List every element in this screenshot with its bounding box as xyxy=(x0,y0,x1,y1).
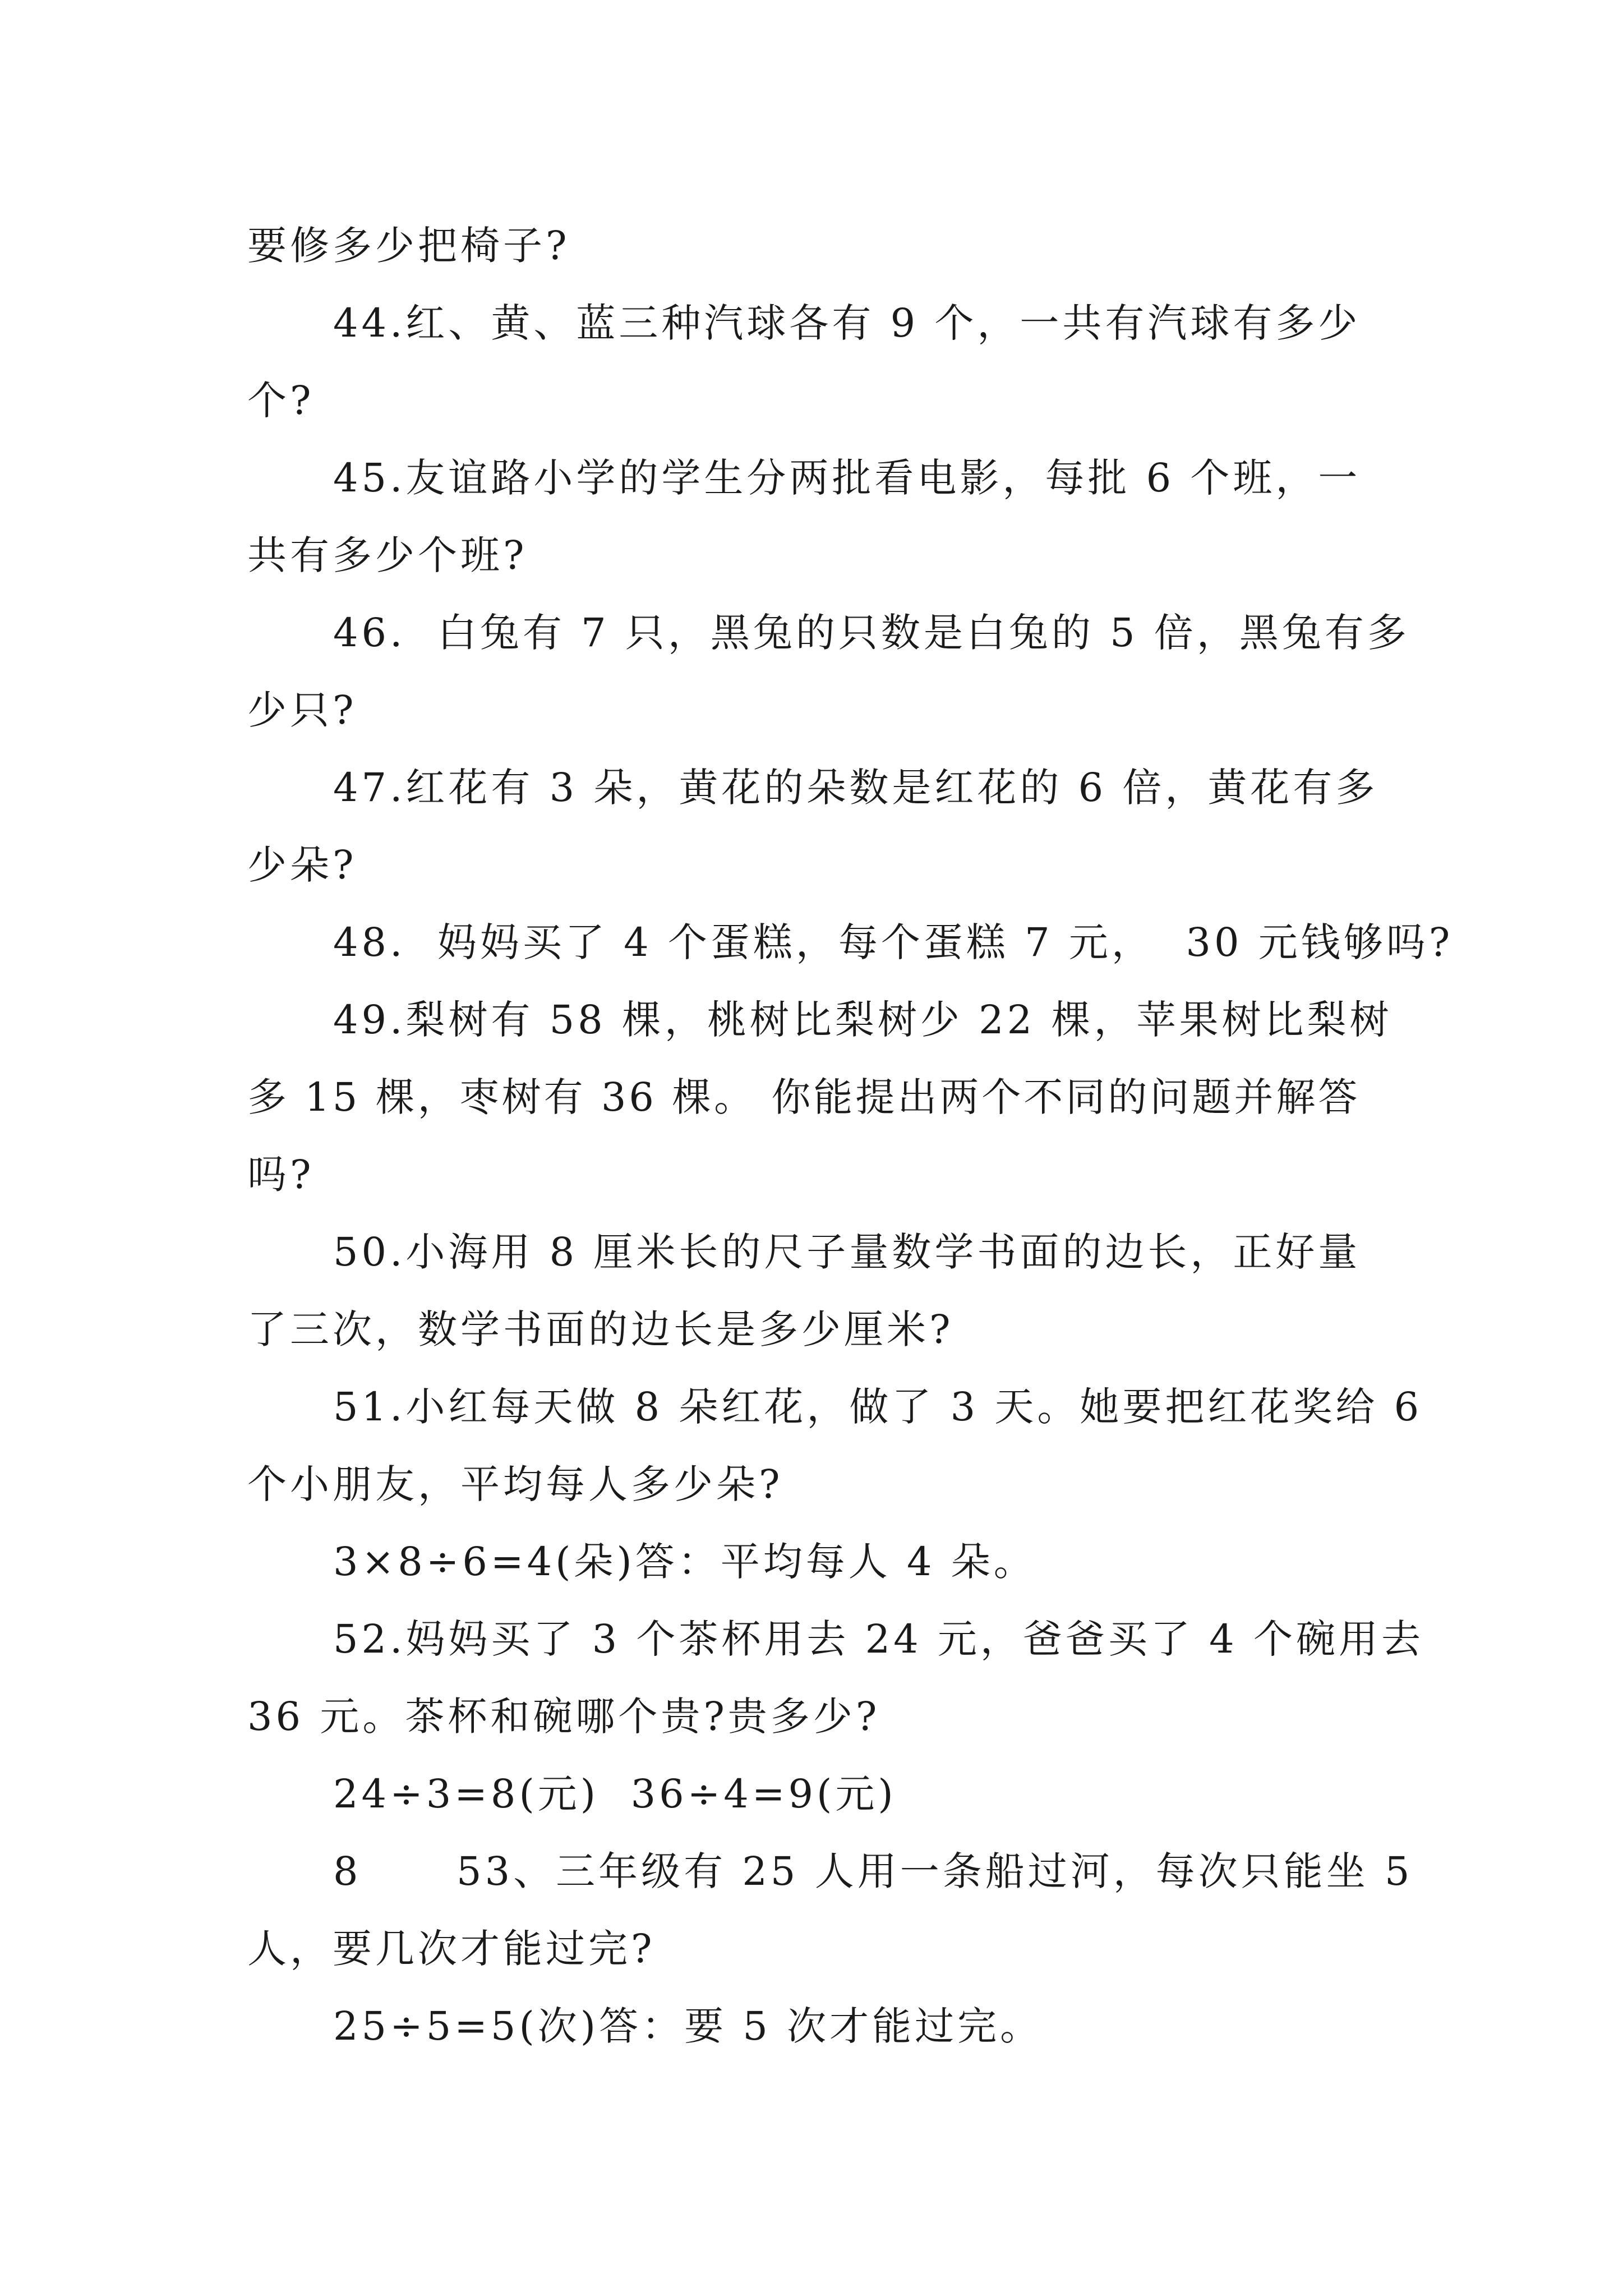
question-48: 48. 妈妈买了 4 个蛋糕，每个蛋糕 7 元， 30 元钱够吗? xyxy=(333,919,1454,965)
text-line: 了三次，数学书面的边长是多少厘米? xyxy=(247,1306,954,1352)
text-line: 多 15 棵，枣树有 36 棵。 你能提出两个不同的问题并解答 xyxy=(247,1074,1361,1120)
question-46: 46. 白兔有 7 只，黑兔的只数是白兔的 5 倍，黑兔有多 xyxy=(333,610,1410,656)
text-line: 少朵? xyxy=(247,842,357,888)
question-51: 51.小红每天做 8 朵红花，做了 3 天。她要把红花奖给 6 xyxy=(333,1384,1423,1430)
text-line: 吗? xyxy=(247,1152,315,1198)
question-47: 47.红花有 3 朵，黄花的朵数是红花的 6 倍，黄花有多 xyxy=(333,765,1378,811)
answer-51: 3×8÷6=4(朵)答：平均每人 4 朵。 xyxy=(333,1539,1036,1585)
text-line: 人，要几次才能过完? xyxy=(247,1926,656,1972)
text-line: 个小朋友，平均每人多少朵? xyxy=(247,1461,783,1507)
text-line: 36 元。茶杯和碗哪个贵?贵多少? xyxy=(247,1694,880,1740)
text-line: 共有多少个班? xyxy=(247,532,528,578)
answer-52: 24÷3=8(元) 36÷4=9(元) xyxy=(333,1771,897,1817)
question-45: 45.友谊路小学的学生分两批看电影，每批 6 个班，一 xyxy=(333,455,1361,501)
text-line: 要修多少把椅子? xyxy=(247,223,570,269)
question-49: 49.梨树有 58 棵，桃树比梨树少 22 棵，苹果树比梨树 xyxy=(333,997,1393,1043)
question-44: 44.红、黄、蓝三种汽球各有 9 个，一共有汽球有多少 xyxy=(333,300,1361,346)
question-52: 52.妈妈买了 3 个茶杯用去 24 元，爸爸买了 4 个碗用去 xyxy=(333,1616,1424,1662)
text-line: 个? xyxy=(247,378,315,424)
question-53: 8 53、三年级有 25 人用一条船过河，每次只能坐 5 xyxy=(333,1848,1413,1894)
answer-53: 25÷5=5(次)答：要 5 次才能过完。 xyxy=(333,2003,1043,2049)
text-line: 少只? xyxy=(247,687,357,733)
question-50: 50.小海用 8 厘米长的尺子量数学书面的边长，正好量 xyxy=(333,1229,1361,1275)
